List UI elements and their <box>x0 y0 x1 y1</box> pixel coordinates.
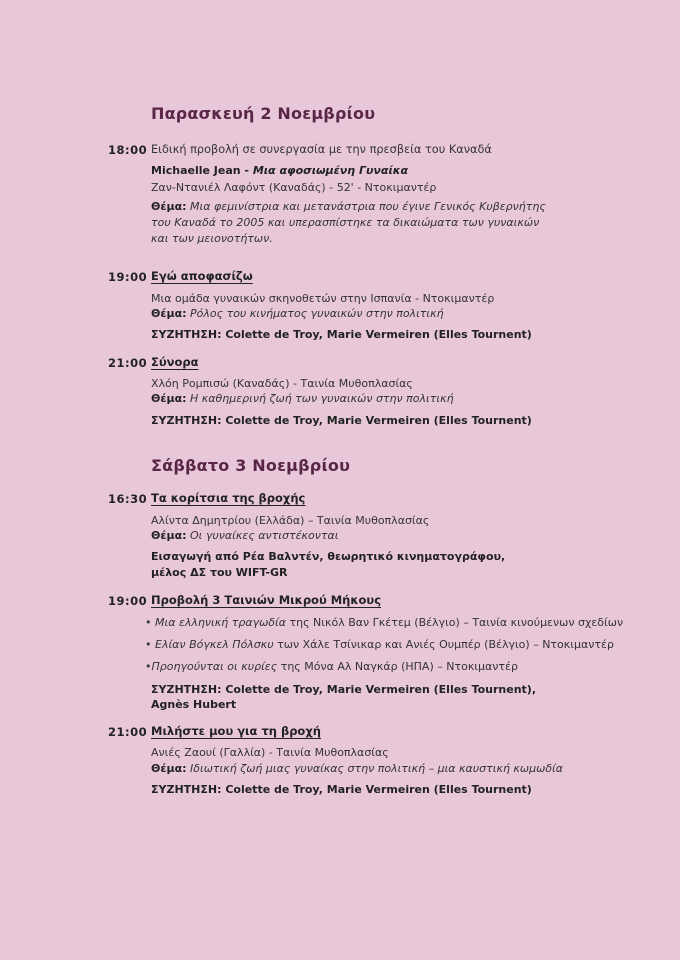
intro-line: μέλος ΔΣ του WIFT-GR <box>151 566 288 579</box>
event-time: 21:00 <box>108 725 148 739</box>
film-title-text: Σύνορα <box>151 355 199 369</box>
theme-line <box>151 199 546 214</box>
short-film-title: Ελίαν Βόγκελ Πόλσκυ <box>155 638 274 651</box>
short-film-credits: της Μόνα Αλ Ναγκάρ (ΗΠΑ) – Ντοκιμαντέρ <box>277 660 518 673</box>
event-time: 16:30 <box>108 492 148 506</box>
event-time: 18:00 <box>108 143 148 157</box>
film-title <box>151 269 253 284</box>
film-credits: Αλίντα Δημητρίου (Ελλάδα) – Ταινία Μυθοπλασίας <box>151 514 430 527</box>
film-title <box>151 491 305 506</box>
film-title-text: Εγώ αποφασίζω <box>151 269 253 283</box>
theme-label: Θέμα: <box>151 200 187 213</box>
discussion-line: ΣΥΖΗΤΗΣΗ: Colette de Troy, Marie Vermeiren (Elles Tournent) <box>151 328 532 341</box>
theme-text-cont: και των μειονοτήτων. <box>151 232 273 245</box>
film-credits: Ζαν-Ντανιέλ Λαφόντ (Καναδάς) - 52' - Ντοκιμαντέρ <box>151 181 437 194</box>
discussion-line: ΣΥΖΗΤΗΣΗ: Colette de Troy, Marie Vermeiren (Elles Tournent), <box>151 683 537 696</box>
film-title-text: Τα κορίτσια της βροχής <box>151 491 306 505</box>
film-title <box>151 724 321 739</box>
film-title-text: Προβολή 3 Ταινιών Μικρού Μήκους <box>151 593 382 607</box>
theme-label: Θέμα: <box>151 392 187 405</box>
theme-text: Η καθημερινή ζωή των γυναικών στην πολιτική <box>186 392 454 405</box>
theme-text: Ιδιωτική ζωή μιας γυναίκας στην πολιτική – μια καυστική κωμωδία <box>186 762 564 775</box>
film-credits: Χλόη Ρομπισώ (Καναδάς) - Ταινία Μυθοπλασίας <box>151 377 413 390</box>
intro-line: Εισαγωγή από Ρέα Βαλντέν, θεωρητικό κινηματογράφου, <box>151 550 506 563</box>
film-line <box>151 163 408 178</box>
event-time: 19:00 <box>108 594 148 608</box>
theme-text: Ρόλος του κινήματος γυναικών στην πολιτική <box>186 307 444 320</box>
short-film-item: • Μια ελληνική τραγωδία της Νικόλ Βαν Γκέτεμ (Βέλγιο) – Ταινία κινούμενων σχεδίων <box>145 616 624 629</box>
theme-text: Μια φεμινίστρια και μετανάστρια που έγινε Γενικός Κυβερνήτης <box>186 200 546 213</box>
theme-text: Οι γυναίκες αντιστέκονται <box>186 529 339 542</box>
film-title <box>151 593 381 608</box>
film-title-text: Μιλήστε μου για τη βροχή <box>151 724 321 738</box>
short-film-title: Μια ελληνική τραγωδία <box>155 616 286 629</box>
discussion-line: Agnès Hubert <box>151 698 237 711</box>
film-author: Michaelle Jean - <box>151 164 253 177</box>
theme-line <box>151 306 444 321</box>
film-credits: Μια ομάδα γυναικών σκηνοθετών στην Ισπανία - Ντοκιμαντέρ <box>151 292 495 305</box>
theme-label: Θέμα: <box>151 307 187 320</box>
short-film-credits: των Χάλε Τσίνικαρ και Ανιές Ουμπέρ (Βέλγιο) – Ντοκιμαντέρ <box>273 638 614 651</box>
short-film-item: • Ελίαν Βόγκελ Πόλσκυ των Χάλε Τσίνικαρ και Ανιές Ουμπέρ (Βέλγιο) – Ντοκιμαντέρ <box>145 638 614 651</box>
short-film-title: Προηγούνται οι κυρίες <box>151 660 278 673</box>
film-title <box>151 355 199 370</box>
theme-line <box>151 391 454 406</box>
event-time: 19:00 <box>108 270 148 284</box>
film-credits: Ανιές Ζαουί (Γαλλία) - Ταινία Μυθοπλασίας <box>151 746 389 759</box>
theme-line <box>151 761 563 776</box>
short-film-item: •Προηγούνται οι κυρίες της Μόνα Αλ Ναγκάρ (ΗΠΑ) – Ντοκιμαντέρ <box>145 660 518 673</box>
event-time: 21:00 <box>108 356 148 370</box>
theme-line <box>151 528 339 543</box>
discussion-line: ΣΥΖΗΤΗΣΗ: Colette de Troy, Marie Vermeiren (Elles Tournent) <box>151 783 532 796</box>
film-title: Μια αφοσιωμένη Γυναίκα <box>252 164 409 177</box>
theme-text-cont: του Καναδά το 2005 και υπερασπίστηκε τα δικαιώματα των γυναικών <box>151 216 540 229</box>
day-title-saturday: Σάββατο 3 Νοεμβρίου <box>151 456 351 475</box>
event-heading: Ειδική προβολή σε συνεργασία με την πρεσβεία του Καναδά <box>151 143 492 156</box>
discussion-line: ΣΥΖΗΤΗΣΗ: Colette de Troy, Marie Vermeiren (Elles Tournent) <box>151 414 532 427</box>
theme-label: Θέμα: <box>151 529 187 542</box>
day-title-friday: Παρασκευή 2 Νοεμβρίου <box>151 104 376 123</box>
short-film-credits: της Νικόλ Βαν Γκέτεμ (Βέλγιο) – Ταινία κινούμενων σχεδίων <box>286 616 624 629</box>
theme-label: Θέμα: <box>151 762 187 775</box>
